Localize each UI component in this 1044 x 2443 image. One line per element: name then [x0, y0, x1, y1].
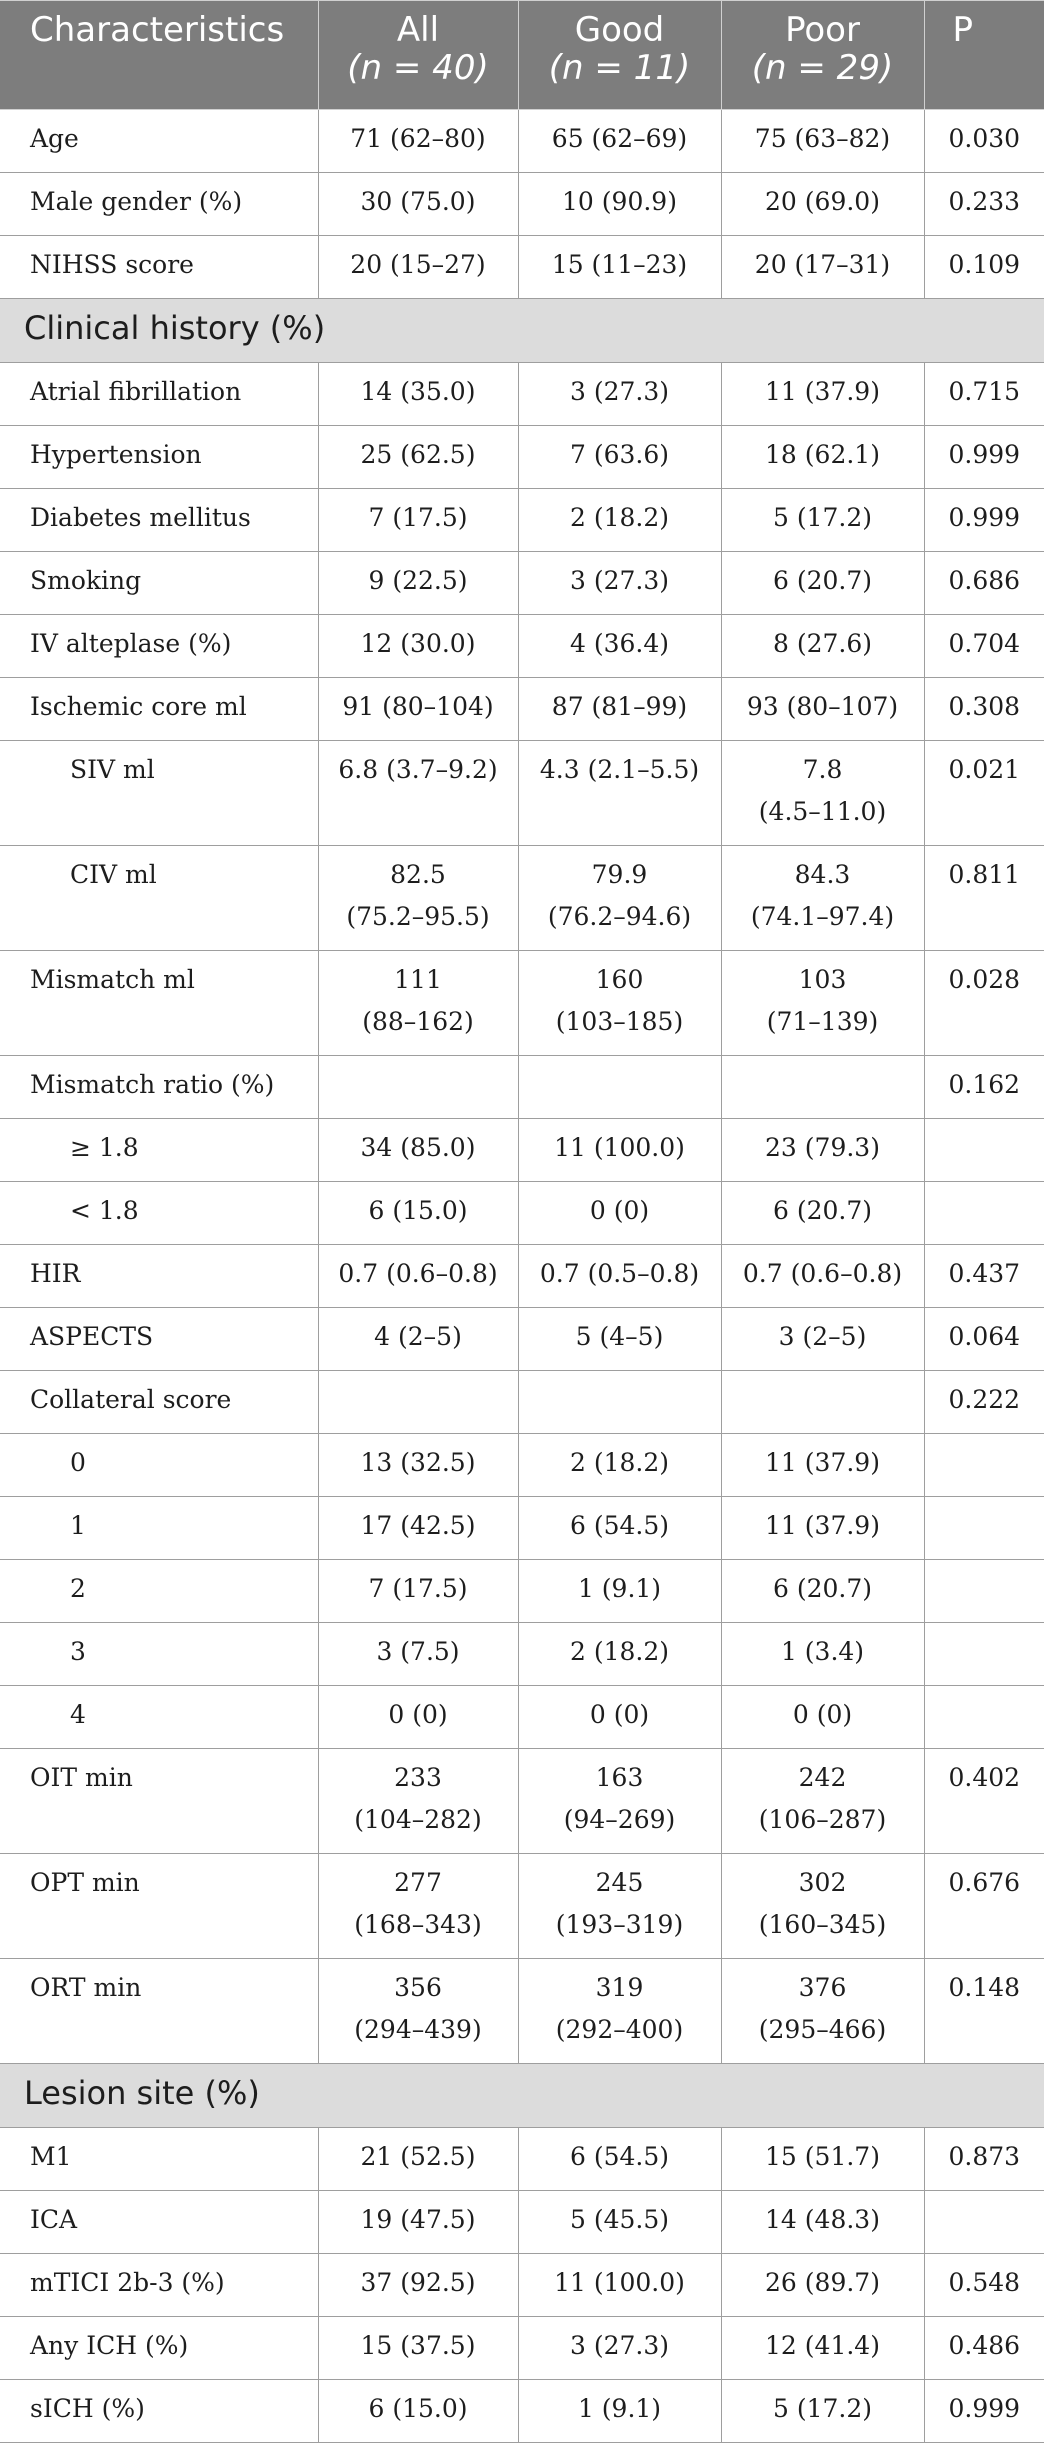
cell-poor-range: (295–466) — [758, 2015, 887, 2044]
table-row — [0, 1371, 1044, 1434]
table-row — [0, 1959, 1044, 2064]
cell-good-value: 79.9 — [591, 860, 648, 889]
cell-all — [318, 1371, 518, 1434]
cell-all: 6 (15.0) — [318, 2380, 518, 2443]
cell-good: 0.7 (0.5–0.8) — [518, 1245, 721, 1308]
cell-good — [518, 846, 721, 951]
cell-good: 2 (18.2) — [518, 1623, 721, 1686]
row-label: M1 — [0, 2128, 318, 2191]
cell-poor: 11 (37.9) — [721, 1434, 924, 1497]
table-row — [0, 2317, 1044, 2380]
cell-good: 2 (18.2) — [518, 1434, 721, 1497]
cell-p: 0.233 — [924, 173, 1044, 236]
header-all-label: All — [396, 10, 440, 50]
cell-p: 0.999 — [924, 489, 1044, 552]
cell-all: 3 (7.5) — [318, 1623, 518, 1686]
cell-all — [318, 951, 518, 1056]
table-row — [0, 2128, 1044, 2191]
row-label: ≥ 1.8 — [0, 1119, 318, 1182]
cell-p: 0.030 — [924, 110, 1044, 173]
cell-poor: 0 (0) — [721, 1686, 924, 1749]
cell-good: 4.3 (2.1–5.5) — [518, 741, 721, 846]
row-label: SIV ml — [0, 741, 318, 846]
cell-all: 7 (17.5) — [318, 1560, 518, 1623]
table-row — [0, 1686, 1044, 1749]
row-label: 1 — [0, 1497, 318, 1560]
cell-poor: 5 (17.2) — [721, 2380, 924, 2443]
row-label: Atrial fibrillation — [0, 363, 318, 426]
header-all — [318, 1, 518, 110]
cell-p: 0.222 — [924, 1371, 1044, 1434]
cell-all: 6 (15.0) — [318, 1182, 518, 1245]
cell-good-range: (292–400) — [555, 2015, 684, 2044]
cell-poor: 23 (79.3) — [721, 1119, 924, 1182]
cell-poor — [721, 1854, 924, 1959]
cell-good: 2 (18.2) — [518, 489, 721, 552]
cell-poor-value: 242 — [798, 1763, 847, 1792]
header-good-n: (n = 11) — [548, 48, 691, 88]
table-row — [0, 1434, 1044, 1497]
row-label: Male gender (%) — [0, 173, 318, 236]
cell-good: 1 (9.1) — [518, 1560, 721, 1623]
cell-good-range: (103–185) — [555, 1007, 684, 1036]
cell-all — [318, 1056, 518, 1119]
table-row — [0, 1119, 1044, 1182]
table-row — [0, 1560, 1044, 1623]
cell-good: 5 (4–5) — [518, 1308, 721, 1371]
cell-poor — [721, 741, 924, 846]
cell-poor — [721, 846, 924, 951]
row-label: Any ICH (%) — [0, 2317, 318, 2380]
cell-p: 0.308 — [924, 678, 1044, 741]
cell-poor-value: 7.8 — [802, 755, 843, 784]
row-label: OIT min — [0, 1749, 318, 1854]
cell-p: 0.064 — [924, 1308, 1044, 1371]
cell-poor-range: (71–139) — [766, 1007, 879, 1036]
cell-all-value: 233 — [394, 1763, 442, 1792]
cell-all: 19 (47.5) — [318, 2191, 518, 2254]
cell-good: 0 (0) — [518, 1686, 721, 1749]
table-row — [0, 2254, 1044, 2317]
cell-poor: 12 (41.4) — [721, 2317, 924, 2380]
cell-good: 0 (0) — [518, 1182, 721, 1245]
table-row — [0, 1854, 1044, 1959]
row-label: ICA — [0, 2191, 318, 2254]
row-label: NIHSS score — [0, 236, 318, 299]
table-row — [0, 678, 1044, 741]
row-label: Age — [0, 110, 318, 173]
cell-all: 30 (75.0) — [318, 173, 518, 236]
row-label: < 1.8 — [0, 1182, 318, 1245]
table-row — [0, 426, 1044, 489]
cell-poor: 20 (69.0) — [721, 173, 924, 236]
cell-all: 6.8 (3.7–9.2) — [318, 741, 518, 846]
cell-good-value: 160 — [595, 965, 644, 994]
table-row — [0, 173, 1044, 236]
table-row — [0, 1497, 1044, 1560]
cell-all: 7 (17.5) — [318, 489, 518, 552]
table-row — [0, 951, 1044, 1056]
cell-good-range: (76.2–94.6) — [547, 902, 692, 931]
cell-good: 3 (27.3) — [518, 552, 721, 615]
cell-p — [924, 1560, 1044, 1623]
cell-poor — [721, 1749, 924, 1854]
cell-poor — [721, 951, 924, 1056]
table-row — [0, 1182, 1044, 1245]
cell-good-range: (193–319) — [555, 1910, 684, 1939]
cell-good — [518, 1371, 721, 1434]
cell-poor — [721, 1959, 924, 2064]
cell-all — [318, 846, 518, 951]
cell-all — [318, 1854, 518, 1959]
cell-poor: 26 (89.7) — [721, 2254, 924, 2317]
header-all-n: (n = 40) — [347, 48, 489, 88]
row-label: 2 — [0, 1560, 318, 1623]
cell-poor: 75 (63–82) — [721, 110, 924, 173]
cell-all: 13 (32.5) — [318, 1434, 518, 1497]
cell-p: 0.148 — [924, 1959, 1044, 2064]
row-label: ASPECTS — [0, 1308, 318, 1371]
section-title: Clinical history (%) — [0, 299, 1044, 363]
cell-all-range: (75.2–95.5) — [346, 902, 490, 931]
row-label: Ischemic core ml — [0, 678, 318, 741]
cell-poor: 18 (62.1) — [721, 426, 924, 489]
cell-good: 10 (90.9) — [518, 173, 721, 236]
table-row — [0, 2380, 1044, 2443]
cell-poor-range: (160–345) — [758, 1910, 887, 1939]
row-label: Mismatch ml — [0, 951, 318, 1056]
cell-good: 15 (11–23) — [518, 236, 721, 299]
cell-poor: 1 (3.4) — [721, 1623, 924, 1686]
cell-p: 0.999 — [924, 426, 1044, 489]
table-row — [0, 1623, 1044, 1686]
cell-all: 25 (62.5) — [318, 426, 518, 489]
cell-all-range: (104–282) — [354, 1805, 482, 1834]
cell-poor-value: 302 — [798, 1868, 847, 1897]
cell-good: 1 (9.1) — [518, 2380, 721, 2443]
cell-poor: 93 (80–107) — [721, 678, 924, 741]
cell-good: 87 (81–99) — [518, 678, 721, 741]
section-title: Lesion site (%) — [0, 2064, 1044, 2128]
cell-p: 0.715 — [924, 363, 1044, 426]
cell-all: 0.7 (0.6–0.8) — [318, 1245, 518, 1308]
cell-p — [924, 1182, 1044, 1245]
cell-p: 0.402 — [924, 1749, 1044, 1854]
cell-good — [518, 1749, 721, 1854]
cell-good-value: 245 — [595, 1868, 644, 1897]
row-label: Diabetes mellitus — [0, 489, 318, 552]
cell-good — [518, 1854, 721, 1959]
cell-all: 21 (52.5) — [318, 2128, 518, 2191]
cell-p: 0.162 — [924, 1056, 1044, 1119]
cell-p: 0.811 — [924, 846, 1044, 951]
cell-good: 11 (100.0) — [518, 2254, 721, 2317]
table-row — [0, 552, 1044, 615]
cell-poor-range: (106–287) — [758, 1805, 887, 1834]
header-good-label: Good — [574, 10, 665, 50]
cell-poor: 6 (20.7) — [721, 1560, 924, 1623]
cell-all — [318, 1959, 518, 2064]
header-row — [0, 1, 1044, 110]
table-row — [0, 489, 1044, 552]
cell-all: 14 (35.0) — [318, 363, 518, 426]
row-label: Collateral score — [0, 1371, 318, 1434]
cell-p: 0.486 — [924, 2317, 1044, 2380]
cell-good: 5 (45.5) — [518, 2191, 721, 2254]
cell-p: 0.686 — [924, 552, 1044, 615]
cell-all-range: (88–162) — [362, 1007, 474, 1036]
cell-poor: 3 (2–5) — [721, 1308, 924, 1371]
row-label: 0 — [0, 1434, 318, 1497]
cell-all: 91 (80–104) — [318, 678, 518, 741]
table-row — [0, 1749, 1044, 1854]
cell-poor: 6 (20.7) — [721, 1182, 924, 1245]
cell-all-value: 277 — [394, 1868, 442, 1897]
cell-good: 7 (63.6) — [518, 426, 721, 489]
header-poor-label: Poor — [785, 10, 860, 50]
table-row — [0, 110, 1044, 173]
row-label: ORT min — [0, 1959, 318, 2064]
cell-good: 3 (27.3) — [518, 2317, 721, 2380]
cell-all: 9 (22.5) — [318, 552, 518, 615]
cell-all: 20 (15–27) — [318, 236, 518, 299]
cell-all: 37 (92.5) — [318, 2254, 518, 2317]
row-label: Smoking — [0, 552, 318, 615]
cell-poor: 11 (37.9) — [721, 1497, 924, 1560]
cell-good-range: (94–269) — [563, 1805, 676, 1834]
header-p: P — [924, 1, 1044, 110]
cell-all: 12 (30.0) — [318, 615, 518, 678]
row-label: sICH (%) — [0, 2380, 318, 2443]
cell-good: 6 (54.5) — [518, 2128, 721, 2191]
cell-all: 0 (0) — [318, 1686, 518, 1749]
section-row-clinical-history — [0, 299, 1044, 363]
cell-p — [924, 1623, 1044, 1686]
cell-poor-value: 103 — [798, 965, 847, 994]
table-row — [0, 1056, 1044, 1119]
cell-p — [924, 1434, 1044, 1497]
table-row — [0, 236, 1044, 299]
cell-good — [518, 951, 721, 1056]
cell-all-value: 356 — [394, 1973, 442, 2002]
cell-p: 0.548 — [924, 2254, 1044, 2317]
cell-p: 0.999 — [924, 2380, 1044, 2443]
cell-poor: 14 (48.3) — [721, 2191, 924, 2254]
cell-all-range: (168–343) — [354, 1910, 482, 1939]
cell-good-value: 163 — [595, 1763, 644, 1792]
cell-all: 15 (37.5) — [318, 2317, 518, 2380]
table-row — [0, 1245, 1044, 1308]
cell-p — [924, 2191, 1044, 2254]
row-label: Mismatch ratio (%) — [0, 1056, 318, 1119]
cell-p: 0.028 — [924, 951, 1044, 1056]
row-label: mTICI 2b-3 (%) — [0, 2254, 318, 2317]
row-label: 3 — [0, 1623, 318, 1686]
section-row-lesion-site — [0, 2064, 1044, 2128]
cell-p: 0.704 — [924, 615, 1044, 678]
table-row — [0, 1308, 1044, 1371]
cell-all: 17 (42.5) — [318, 1497, 518, 1560]
header-poor — [721, 1, 924, 110]
row-label: 4 — [0, 1686, 318, 1749]
cell-poor-value: 376 — [798, 1973, 847, 2002]
cell-good: 65 (62–69) — [518, 110, 721, 173]
cell-p: 0.437 — [924, 1245, 1044, 1308]
cell-p: 0.021 — [924, 741, 1044, 846]
cell-all-value: 111 — [394, 965, 442, 994]
cell-poor — [721, 1371, 924, 1434]
cell-p — [924, 1497, 1044, 1560]
cell-poor: 11 (37.9) — [721, 363, 924, 426]
header-characteristics: Characteristics — [0, 1, 318, 110]
cell-all-range: (294–439) — [354, 2015, 482, 2044]
row-label: CIV ml — [0, 846, 318, 951]
header-good — [518, 1, 721, 110]
cell-all: 71 (62–80) — [318, 110, 518, 173]
table-row — [0, 741, 1044, 846]
cell-poor: 20 (17–31) — [721, 236, 924, 299]
cell-good-value: 319 — [595, 1973, 644, 2002]
table-row — [0, 2191, 1044, 2254]
row-label: Hypertension — [0, 426, 318, 489]
cell-poor — [721, 1056, 924, 1119]
row-label: HIR — [0, 1245, 318, 1308]
cell-poor: 5 (17.2) — [721, 489, 924, 552]
cell-good — [518, 1959, 721, 2064]
cell-poor: 6 (20.7) — [721, 552, 924, 615]
cell-poor: 15 (51.7) — [721, 2128, 924, 2191]
cell-all — [318, 1749, 518, 1854]
row-label: IV alteplase (%) — [0, 615, 318, 678]
cell-p — [924, 1686, 1044, 1749]
cell-poor-range: (4.5–11.0) — [758, 797, 887, 826]
cell-good: 3 (27.3) — [518, 363, 721, 426]
row-label: OPT min — [0, 1854, 318, 1959]
cell-p: 0.109 — [924, 236, 1044, 299]
cell-good: 6 (54.5) — [518, 1497, 721, 1560]
cell-good: 4 (36.4) — [518, 615, 721, 678]
table-row — [0, 363, 1044, 426]
cell-poor-range: (74.1–97.4) — [750, 902, 895, 931]
cell-p — [924, 1119, 1044, 1182]
cell-p: 0.873 — [924, 2128, 1044, 2191]
cell-all: 34 (85.0) — [318, 1119, 518, 1182]
cell-all-value: 82.5 — [390, 860, 446, 889]
cell-poor: 0.7 (0.6–0.8) — [721, 1245, 924, 1308]
cell-all: 4 (2–5) — [318, 1308, 518, 1371]
cell-poor: 8 (27.6) — [721, 615, 924, 678]
header-poor-n: (n = 29) — [751, 48, 894, 88]
cell-poor-value: 84.3 — [794, 860, 851, 889]
cell-good: 11 (100.0) — [518, 1119, 721, 1182]
table-row — [0, 615, 1044, 678]
table-row — [0, 846, 1044, 951]
cell-good — [518, 1056, 721, 1119]
cell-p: 0.676 — [924, 1854, 1044, 1959]
